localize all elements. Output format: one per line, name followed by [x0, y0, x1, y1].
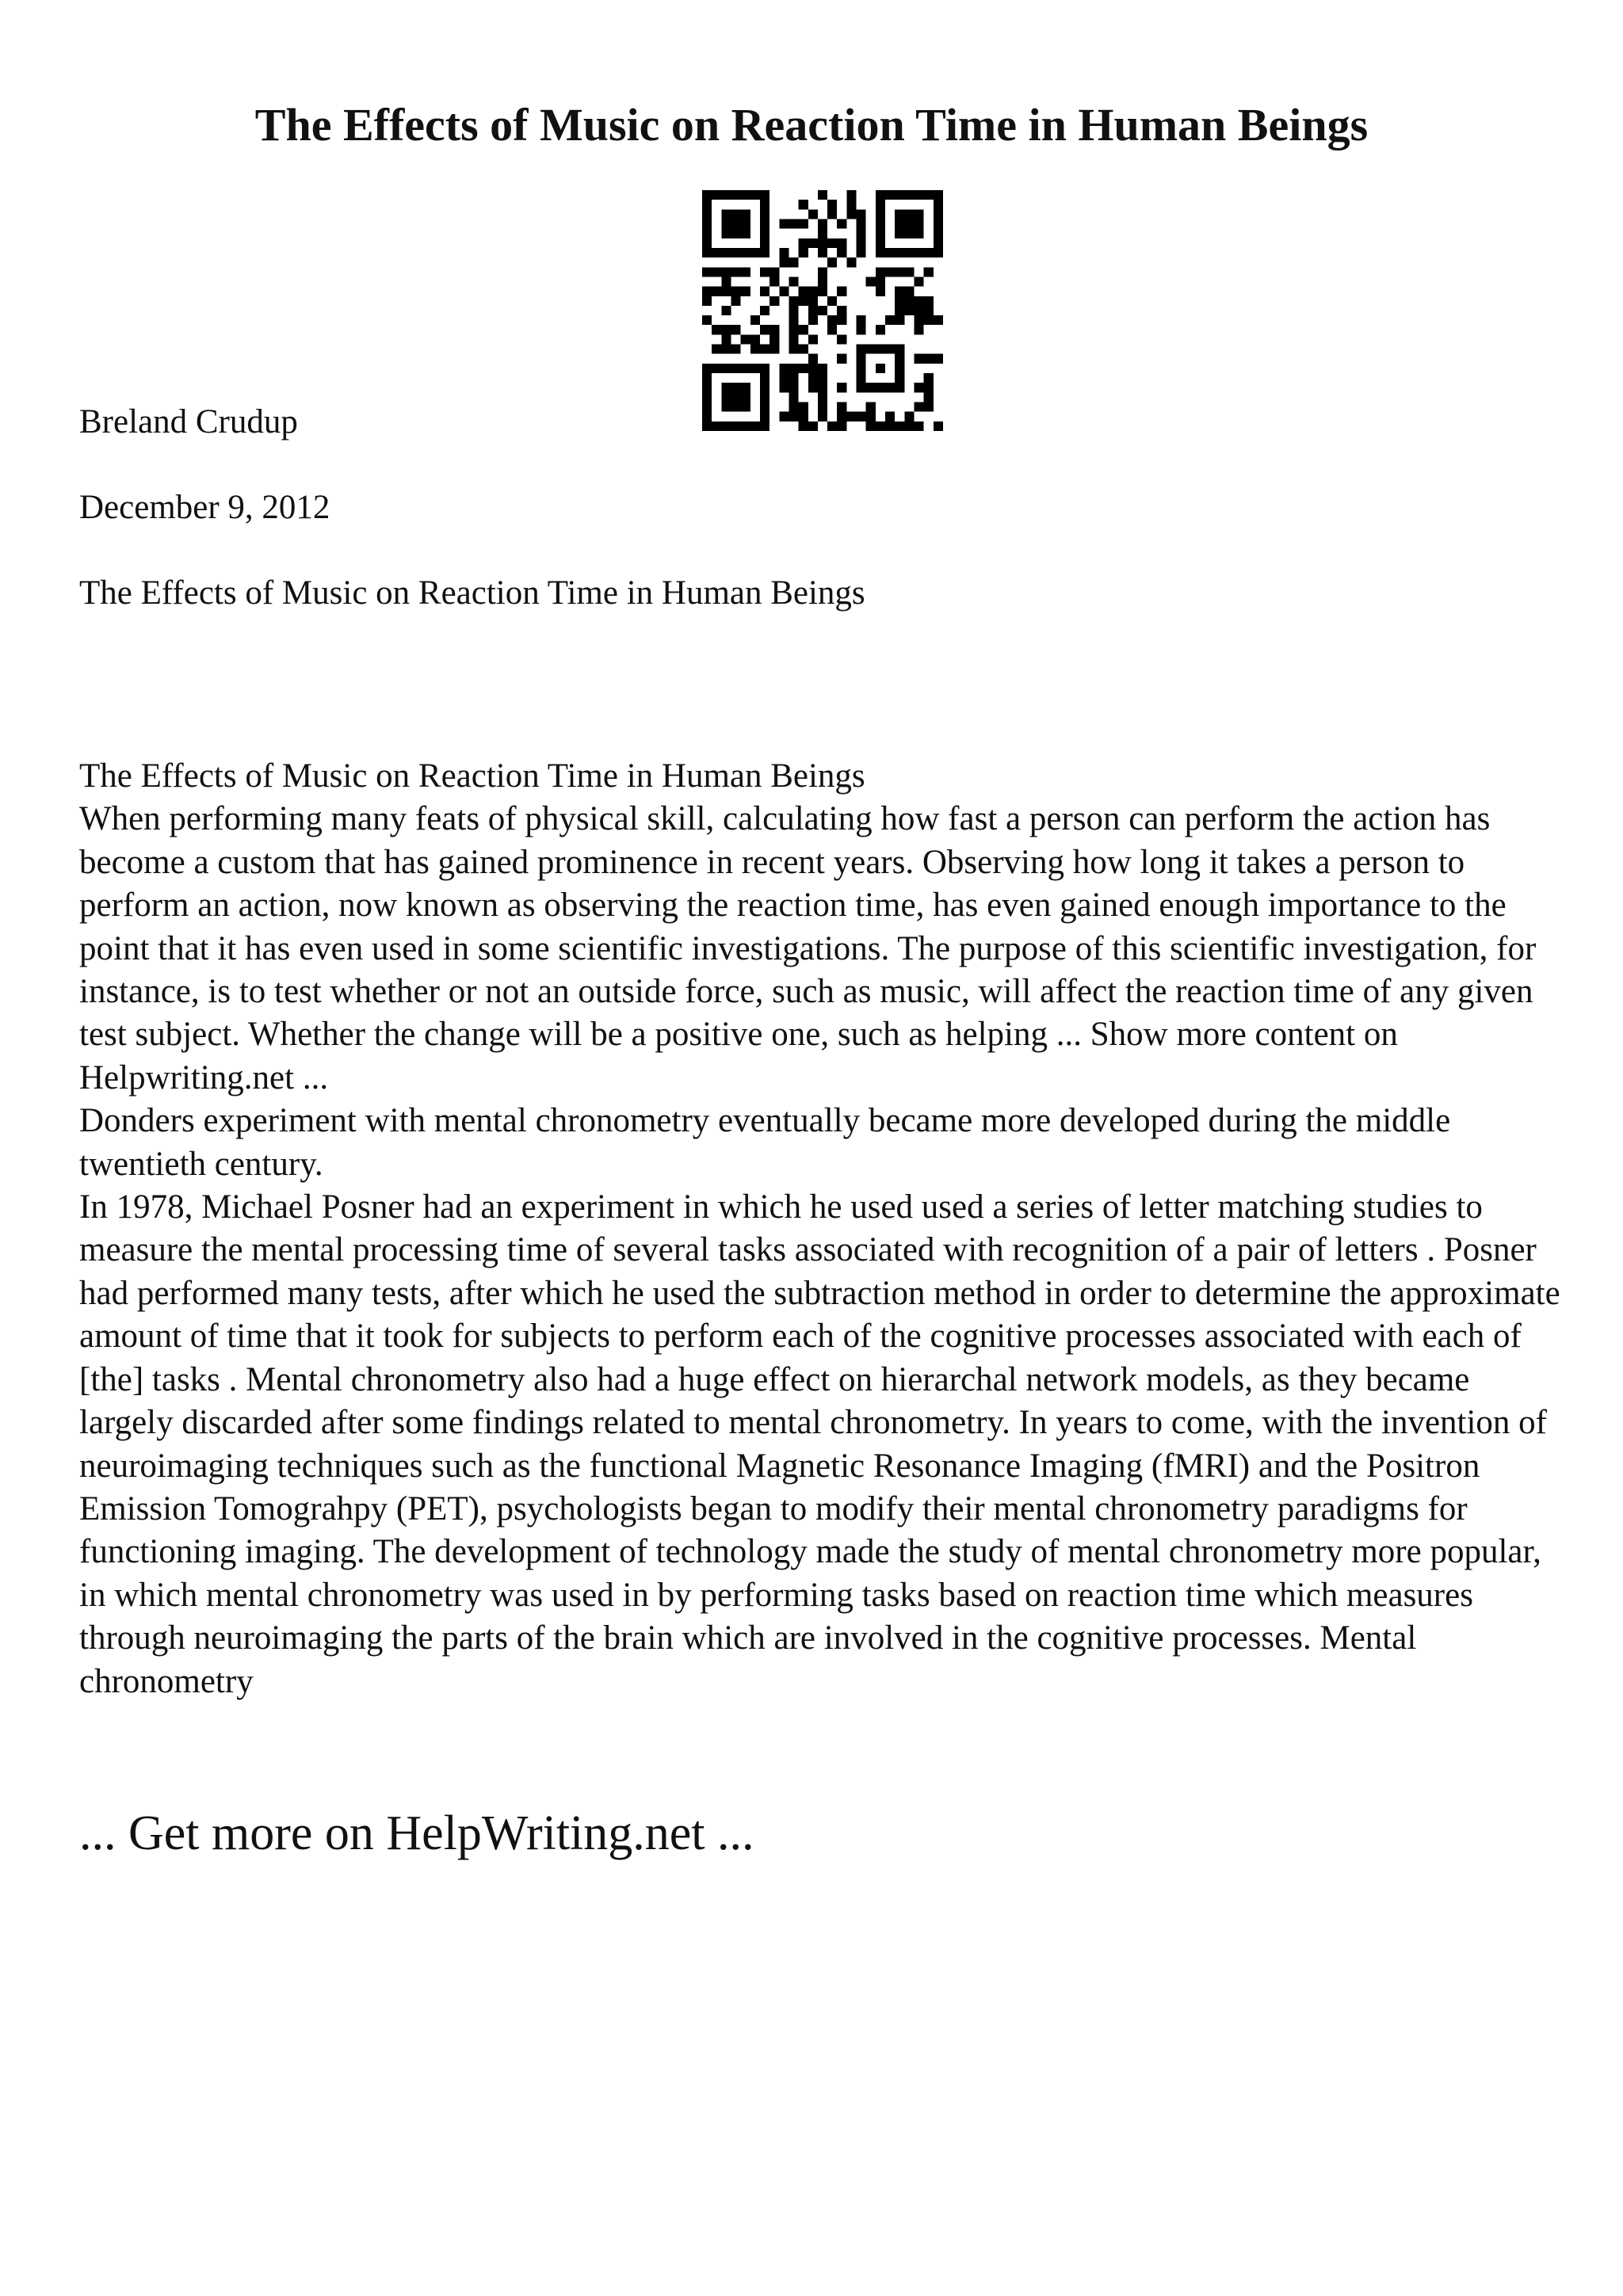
qr-module: [721, 267, 731, 277]
qr-module: [876, 325, 885, 334]
qr-module: [837, 306, 846, 315]
qr-module: [779, 248, 789, 257]
get-more-link[interactable]: ... Get more on HelpWriting.net ...: [79, 1806, 754, 1860]
qr-module: [789, 306, 798, 315]
qr-code-icon: [702, 190, 943, 431]
qr-module: [837, 248, 846, 257]
qr-module: [808, 209, 818, 219]
qr-module: [924, 267, 934, 277]
qr-module: [741, 267, 750, 277]
qr-module: [895, 421, 904, 431]
qr-module: [885, 315, 895, 325]
subtitle-line: The Effects of Music on Reaction Time in Human Beings: [79, 574, 865, 612]
qr-module: [837, 219, 846, 228]
qr-module: [904, 306, 914, 315]
qr-module: [866, 277, 876, 286]
qr-module: [789, 219, 798, 228]
qr-module: [769, 267, 779, 277]
qr-module: [827, 315, 837, 325]
qr-module: [760, 345, 769, 354]
qr-module: [885, 412, 895, 421]
qr-module: [904, 296, 914, 306]
qr-module: [827, 421, 837, 431]
qr-module: [857, 412, 866, 421]
qr-module: [750, 345, 760, 354]
qr-module: [799, 402, 808, 412]
qr-module: [789, 296, 798, 306]
qr-module: [799, 200, 808, 209]
author-line: Breland Crudup: [79, 403, 298, 441]
qr-module: [799, 345, 808, 354]
qr-module: [818, 402, 827, 412]
qr-module: [789, 315, 798, 325]
qr-module: [876, 267, 885, 277]
qr-module: [915, 315, 924, 325]
qr-module: [702, 315, 712, 325]
qr-module: [818, 373, 827, 383]
qr-module: [915, 277, 924, 286]
qr-module: [846, 200, 856, 209]
qr-module: [818, 364, 827, 373]
body-paragraph: In 1978, Michael Posner had an experiment in which he used used a series of letter matching studies to measure the mental processing time of several tasks associated with recognition of a pair of letters . Posner had performed many tests, after which he used the subtraction method in order to determine the approximate amount of time that it took for subjects to perform each of the cognitive processes associated with each of [the] tasks . Mental chronometry also had a huge effect on hierarchal network models, as they became largely discarded after some findings related to mental chronometry. In years to come, with the invention of neuroimaging techniques such as the functional Magnetic Resonance Imaging (fMRI) and the Positron Emission Tomograhpy (PET), psychologists began to modify their mental chronometry paradigms for functioning imaging. The development of technology made the study of mental chronometry more popular, in which mental chronometry was used in by performing tasks based on reaction time which measures through neuroimaging the parts of the brain which are involved in the cognitive processes. Mental chronometry: [79, 1188, 1560, 1700]
qr-module: [837, 315, 846, 325]
qr-module: [857, 229, 866, 238]
qr-module: [731, 325, 740, 334]
qr-module: [769, 277, 779, 286]
qr-module: [904, 421, 914, 431]
qr-module: [827, 200, 837, 209]
qr-module: [837, 421, 846, 431]
qr-module: [799, 421, 808, 431]
qr-module: [857, 238, 866, 248]
qr-module: [818, 248, 827, 257]
qr-module: [895, 267, 904, 277]
qr-module: [731, 267, 740, 277]
qr-module: [779, 287, 789, 296]
qr-module: [760, 267, 769, 277]
qr-module: [827, 257, 837, 267]
qr-module: [915, 383, 924, 392]
qr-module: [731, 287, 740, 296]
qr-module: [818, 412, 827, 421]
qr-module: [915, 325, 924, 334]
qr-module: [924, 383, 934, 392]
qr-module: [789, 277, 798, 286]
date-line: December 9, 2012: [79, 489, 330, 526]
qr-module: [895, 315, 904, 325]
qr-module: [702, 267, 712, 277]
qr-module: [702, 296, 712, 306]
qr-module: [808, 306, 818, 315]
qr-module: [741, 334, 750, 344]
qr-module: [808, 315, 818, 325]
body-paragraph: When performing many feats of physical skill, calculating how fast a person can perform the action has become a custom that has gained prominence in recent years. Observing how long it takes a person to perform an action, now known as observing the reaction time, has even gained enough importance to the point that it has even used in some scientific investigations. The purpose of this scientific investigation, for instance, is to test whether or not an outside force, such as music, will affect the reaction time of any given test subject. Whether the change will be a positive one, such as helping ... Show more content on Helpwriting.net ...: [79, 800, 1537, 1097]
qr-module: [885, 267, 895, 277]
qr-module: [789, 402, 798, 412]
qr-module: [789, 345, 798, 354]
qr-module: [904, 287, 914, 296]
qr-module: [827, 238, 837, 248]
qr-module: [789, 325, 798, 334]
qr-module: [721, 334, 731, 344]
qr-module: [915, 354, 924, 364]
qr-module: [750, 334, 760, 344]
qr-module: [846, 257, 856, 267]
qr-module: [866, 412, 876, 421]
qr-module: [818, 219, 827, 228]
qr-module: [789, 383, 798, 392]
qr-module: [904, 412, 914, 421]
qr-module: [837, 238, 846, 248]
qr-module: [808, 373, 818, 383]
qr-module: [818, 229, 827, 238]
qr-module: [799, 412, 808, 421]
body-paragraph: The Effects of Music on Reaction Time in Human Beings: [79, 757, 865, 795]
qr-module: [915, 402, 924, 412]
qr-module: [895, 287, 904, 296]
qr-module: [837, 402, 846, 412]
qr-module: [924, 315, 934, 325]
qr-module: [857, 325, 866, 334]
qr-module: [789, 412, 798, 421]
qr-module: [808, 364, 818, 373]
qr-module: [712, 325, 721, 334]
qr-module: [818, 277, 827, 286]
qr-module: [741, 287, 750, 296]
qr-module: [712, 267, 721, 277]
qr-module: [857, 209, 866, 219]
qr-module: [769, 345, 779, 354]
qr-module: [779, 412, 789, 421]
page-title: The Effects of Music on Reaction Time in Human Beings: [254, 99, 1369, 151]
qr-module: [808, 334, 818, 344]
qr-module: [808, 296, 818, 306]
qr-module: [837, 354, 846, 364]
qr-module: [827, 325, 837, 334]
qr-module: [731, 345, 740, 354]
qr-module: [721, 287, 731, 296]
qr-module: [818, 383, 827, 392]
qr-module: [721, 306, 731, 315]
qr-module: [837, 412, 846, 421]
qr-module: [837, 287, 846, 296]
qr-module: [876, 421, 885, 431]
qr-module: [789, 364, 798, 373]
qr-module: [702, 287, 712, 296]
qr-module: [857, 315, 866, 325]
qr-module: [789, 257, 798, 267]
qr-module: [904, 267, 914, 277]
qr-module: [895, 296, 904, 306]
qr-module: [779, 219, 789, 228]
qr-module: [818, 287, 827, 296]
qr-module: [934, 315, 943, 325]
qr-module: [769, 325, 779, 334]
qr-module: [760, 306, 769, 315]
qr-module: [799, 238, 808, 248]
qr-module: [934, 421, 943, 431]
body-paragraph: Donders experiment with mental chronometry eventually became more developed during the middle twentieth century.: [79, 1102, 1451, 1183]
qr-module: [846, 190, 856, 200]
qr-module: [895, 306, 904, 315]
qr-module: [818, 238, 827, 248]
qr-module: [760, 325, 769, 334]
qr-module: [808, 287, 818, 296]
qr-module: [924, 306, 934, 315]
qr-module: [712, 287, 721, 296]
qr-module: [846, 412, 856, 421]
qr-module: [857, 248, 866, 257]
qr-module: [866, 421, 876, 431]
qr-module: [789, 392, 798, 402]
qr-module: [712, 345, 721, 354]
qr-module: [837, 334, 846, 344]
qr-module: [885, 421, 895, 431]
qr-module: [799, 219, 808, 228]
qr-module: [934, 354, 943, 364]
qr-module: [924, 402, 934, 412]
qr-module: [818, 306, 827, 315]
qr-module: [731, 296, 740, 306]
qr-module: [857, 219, 866, 228]
qr-module: [799, 248, 808, 257]
qr-module: [750, 315, 760, 325]
qr-module: [808, 383, 818, 392]
qr-module: [915, 296, 924, 306]
qr-module: [721, 345, 731, 354]
qr-module: [924, 354, 934, 364]
qr-module: [789, 373, 798, 383]
qr-module: [915, 421, 924, 431]
article-body: [79, 755, 1569, 1703]
qr-module: [799, 364, 808, 373]
qr-module: [818, 392, 827, 402]
qr-module: [769, 296, 779, 306]
qr-module: [769, 334, 779, 344]
qr-module: [876, 277, 885, 286]
qr-module: [818, 190, 827, 200]
qr-module: [808, 238, 818, 248]
qr-module: [827, 296, 837, 306]
qr-module: [760, 287, 769, 296]
qr-module: [827, 209, 837, 219]
qr-module: [789, 334, 798, 344]
qr-module: [808, 421, 818, 431]
qr-module: [837, 383, 846, 392]
qr-module: [846, 209, 856, 219]
qr-module: [799, 287, 808, 296]
qr-module: [779, 364, 789, 373]
qr-module: [876, 287, 885, 296]
qr-module: [779, 257, 789, 267]
qr-module: [779, 373, 789, 383]
qr-module: [866, 402, 876, 412]
qr-module: [808, 354, 818, 364]
qr-module: [924, 373, 934, 383]
qr-module: [799, 325, 808, 334]
qr-module: [915, 306, 924, 315]
qr-module: [721, 325, 731, 334]
qr-module: [721, 277, 731, 286]
qr-module: [799, 296, 808, 306]
qr-module: [818, 267, 827, 277]
qr-module: [779, 383, 789, 392]
qr-module: [924, 296, 934, 306]
qr-module: [924, 392, 934, 402]
